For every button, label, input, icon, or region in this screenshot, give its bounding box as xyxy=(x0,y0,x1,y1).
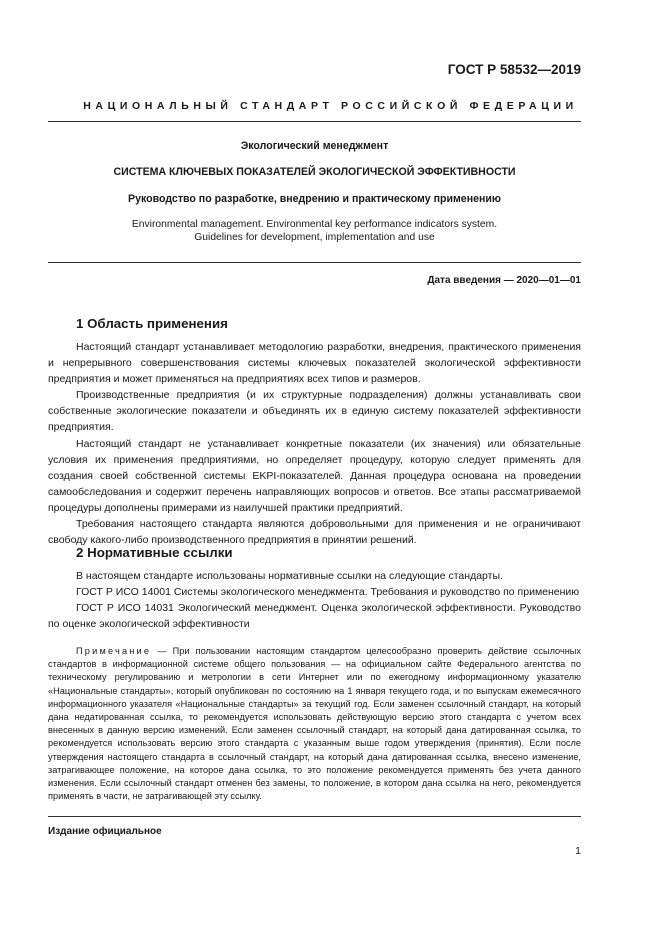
official-edition: Издание официальное xyxy=(48,826,162,837)
introduction-date: Дата введения — 2020—01—01 xyxy=(427,275,581,286)
scope-paragraph-2: Производственные предприятия (и их структурные подразделения) должны устанавливать свои собственные экологические показатели и объединять их в единую систему показателей эффективности предприятия. xyxy=(48,389,581,434)
national-standard-banner: НАЦИОНАЛЬНЫЙ СТАНДАРТ РОССИЙСКОЙ ФЕДЕРАЦИИ xyxy=(83,100,578,112)
title-english xyxy=(48,218,581,244)
section-references-body xyxy=(48,568,581,632)
title-english-line1: Environmental management. Environmental key performance indicators system. xyxy=(131,219,498,230)
section-scope-body xyxy=(48,339,581,548)
scope-paragraph-4: Требования настоящего стандарта являются добровольными для применения и не ограничивают свободу какого-либо производственного предприятия в принятии решений. xyxy=(48,518,581,547)
title-subtitle: Руководство по разработке, внедрению и практическому применению xyxy=(128,193,501,205)
title-divider xyxy=(48,262,581,263)
scope-paragraph-3: Настоящий стандарт не устанавливает конкретные показатели (их значения) или обязательные условия их применения предприятиями, но определяет процедуру, которую следует применять для создания своей собственной системы EKPI-показателей. Данная процедура основана на проведении самообследования и содержит перечень направляющих вопросов и ответов. Все этапы рассматриваемой процедуры дополнены примерами из наилучшей практики предприятий. xyxy=(48,437,581,514)
note-label: Примечание xyxy=(76,646,152,656)
title-category: Экологический менеджмент xyxy=(240,140,389,152)
section-heading-references: 2 Нормативные ссылки xyxy=(76,545,233,560)
references-note xyxy=(48,645,581,803)
title-english-line2: Guidelines for development, implementation and use xyxy=(194,232,435,243)
standard-number: ГОСТ Р 58532—2019 xyxy=(447,62,581,77)
title-main: СИСТЕМА КЛЮЧЕВЫХ ПОКАЗАТЕЛЕЙ ЭКОЛОГИЧЕСКОЙ ЭФФЕКТИВНОСТИ xyxy=(113,166,516,178)
references-paragraph-3: ГОСТ Р ИСО 14031 Экологический менеджмент. Оценка экологической эффективности. Руководство по оценке экологической эффективности xyxy=(48,602,581,631)
page-number: 1 xyxy=(575,845,581,857)
references-paragraph-1: В настоящем стандарте использованы нормативные ссылки на следующие стандарты. xyxy=(76,570,503,582)
note-text: — При пользовании настоящим стандартом целесообразно проверить действие ссылочных стандартов в информационной системе общего пользования — на официальном сайте Федерального агентства по техническому регулированию и метрологии в сети Интернет или по ежегодному информационному указателю «Национальные стандарты», который опубликован по состоянию на 1 января текущего года, и по выпускам ежемесячного информационного указателя «Национальные стандарты» за текущий год. Если заменен ссылочный стандарт, на который дана недатированная ссылка, то рекомендуется использовать действующую версию этого стандарта с учетом всех внесенных в данную версию изменений. Если заменен ссылочный стандарт, на который дана датированная ссылка, то рекомендуется использовать версию этого стандарта с указанным выше годом утверждения (принятия). Если после утверждения настоящего стандарта в ссылочный стандарт, на который дана датированная ссылка, внесено изменение, затрагивающее положение, на которое дана ссылка, то это положение рекомендуется применять без учета данного изменения. Если ссылочный стандарт отменен без замены, то положение, в котором дана ссылка на него, рекомендуется применять в части, не затрагивающей эту ссылку. xyxy=(48,646,581,802)
footer-divider xyxy=(48,816,581,817)
references-paragraph-2: ГОСТ Р ИСО 14001 Системы экологического менеджмента. Требования и руководство по применению xyxy=(76,586,580,599)
scope-paragraph-1: Настоящий стандарт устанавливает методологию разработки, внедрения, практического применения и непрерывного совершенствования системы ключевых показателей экологической эффективности предприятия и может применяться на предприятиях всех типов и размеров. xyxy=(48,341,581,386)
section-heading-scope: 1 Область применения xyxy=(76,316,228,331)
top-divider xyxy=(48,121,581,122)
